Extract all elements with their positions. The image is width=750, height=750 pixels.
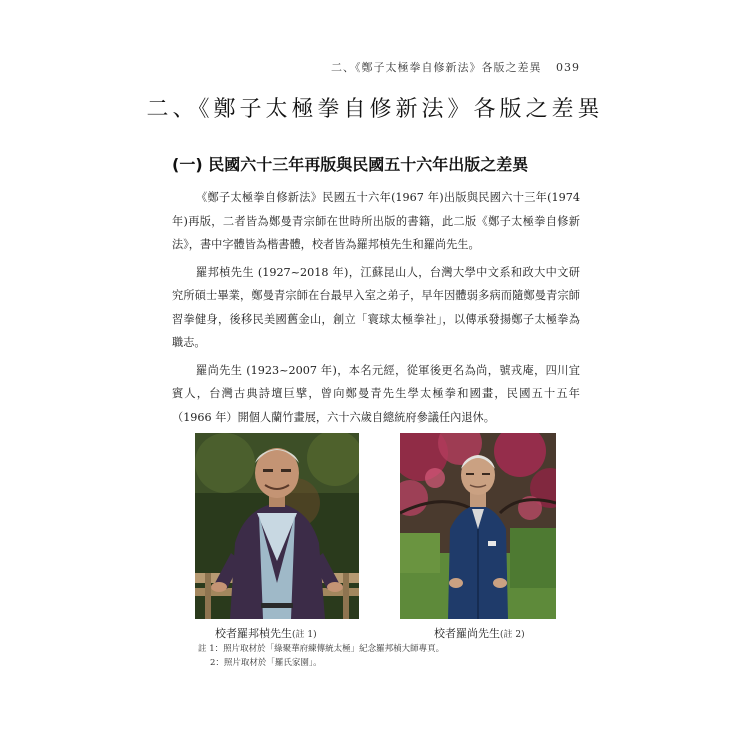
section-heading: (一) 民國六十三年再版與民國五十六年出版之差異 [172,155,529,174]
photo-luo-shang [400,433,556,619]
running-header-title: 二、《鄭子太極拳自修新法》各版之差異 [331,61,542,74]
caption-text: 校者羅邦楨先生 [215,627,292,640]
paragraph-intro: 《鄭子太極拳自修新法》民國五十六年(1967 年)出版與民國六十三年(1974 年)再版，二者皆為鄭曼青宗師在世時所出版的書籍，此二版《鄭子太極拳自修新法》，書中字體皆為楷書體，校者皆為羅邦楨先生和羅尚先生。 [172,191,580,251]
paragraph-luo-shang: 羅尚先生 (1923~2007 年)，本名元經，從軍後更名為尚，號戎庵，四川宜賓人，台灣古典詩壇巨擘，曾向鄭曼青先生學太極拳和國畫，民國五十五年（1966 年）開個人蘭竹畫展，六十六歲自總統府參議任內退休。 [172,363,580,424]
chapter-title: 二、《鄭子太極拳自修新法》各版之差異 [146,97,604,122]
paragraph-luo-bangzhen: 羅邦楨先生 (1927~2018 年)，江蘇昆山人，台灣大學中文系和政大中文研究所碩士畢業，鄭曼青宗師在台最早入室之弟子，早年因體弱多病而隨鄭曼青宗師習拳健身，後移民美國舊金山，創立「寰球太極拳社」，以傳承發揚鄭子太極拳為職志。 [172,265,580,349]
page-number: 039 [556,61,580,74]
photo-caption-luo-bangzhen [215,625,317,641]
caption-note-mark: (註 2) [500,630,525,640]
photo-luo-bangzhen [195,433,359,619]
body-text [172,186,580,433]
caption-note-mark: (註 1) [292,630,317,640]
running-header [331,59,580,75]
footnotes [198,642,444,670]
footnote-1: 註 1：照片取材於「綠聚華府練傳統太極」紀念羅邦楨大師專頁。 [198,644,445,654]
caption-text: 校者羅尚先生 [434,627,500,640]
footnote-2: 2：照片取材於「羅氏家園」。 [210,658,322,668]
photo-caption-luo-shang [434,625,525,641]
